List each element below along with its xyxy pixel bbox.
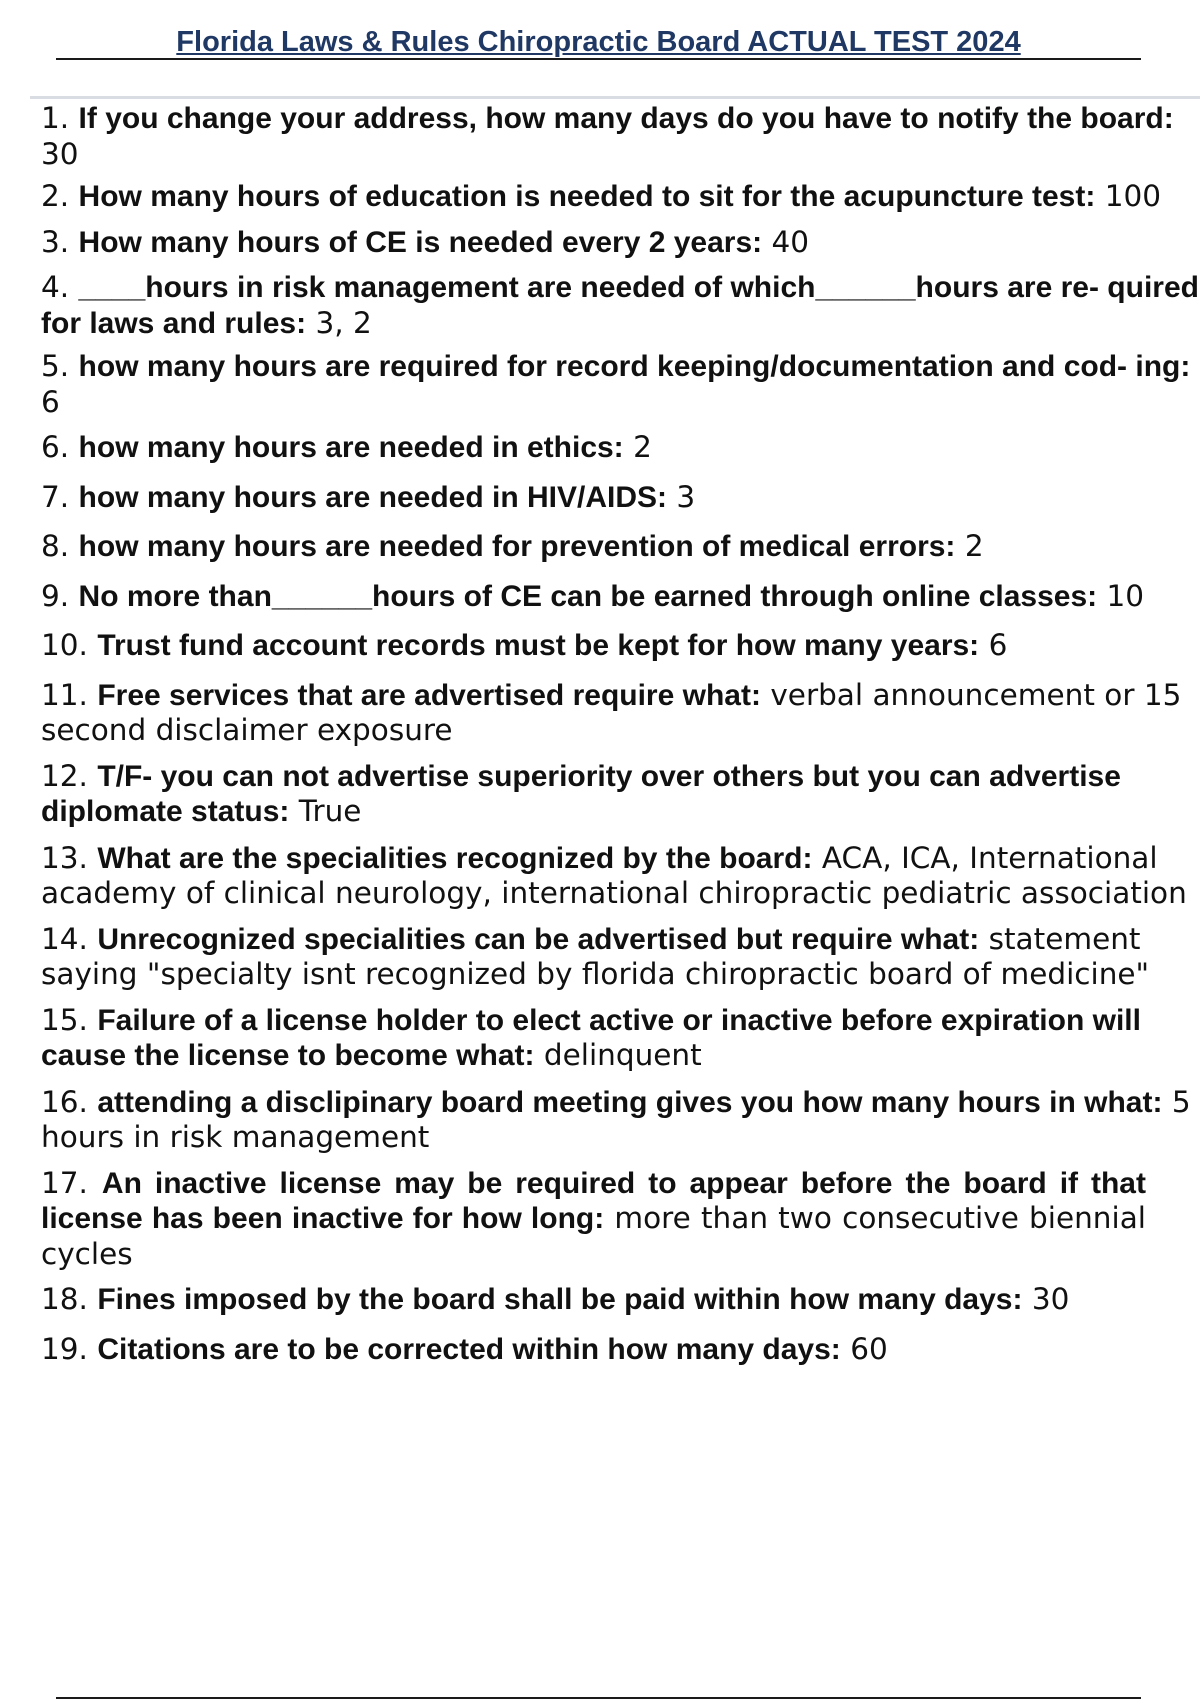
question-text: If you change your address, how many days do you have to notify the board: xyxy=(78,102,1174,135)
question-list xyxy=(41,101,1200,1367)
answer-text: 6 xyxy=(988,628,1008,662)
question-item-16 xyxy=(41,1085,1200,1155)
question-number: 5. xyxy=(41,349,70,383)
header-divider xyxy=(30,96,1200,99)
answer-text: 6 xyxy=(41,384,60,419)
question-number: 1. xyxy=(41,101,70,135)
question-number: 11. xyxy=(41,677,88,712)
answer-text: ACA, ICA, International academy of clinical neurology, international chiropractic pediatric association xyxy=(41,840,1187,910)
question-number: 2. xyxy=(41,179,70,213)
question-number: 9. xyxy=(41,578,70,613)
question-text: how many hours are required for record keeping/documentation and cod- ing: xyxy=(78,350,1191,383)
question-item-10 xyxy=(41,628,1200,664)
question-text: attending a disclipinary board meeting gives you how many hours in what: xyxy=(97,1085,1163,1119)
answer-text: 3 xyxy=(676,479,696,514)
answer-text: more than two consecutive biennial cycles xyxy=(41,1201,1146,1271)
answer-text: 3, 2 xyxy=(315,305,372,340)
question-text: Trust fund account records must be kept for how many years: xyxy=(97,629,980,662)
question-text: how many hours are needed in HIV/AIDS: xyxy=(78,480,667,514)
question-item-7 xyxy=(41,480,1200,516)
question-item-4 xyxy=(41,270,1200,341)
question-text: How many hours of CE is needed every 2 years: xyxy=(78,225,763,259)
question-number: 14. xyxy=(41,921,88,956)
answer-text: 30 xyxy=(41,136,79,171)
question-number: 12. xyxy=(41,758,88,793)
question-number: 19. xyxy=(41,1331,88,1366)
question-text: how many hours are needed for prevention of medical errors: xyxy=(78,530,956,563)
answer-text: True xyxy=(298,794,362,828)
answer-text: 60 xyxy=(850,1331,888,1366)
question-text: Free services that are advertised require what: xyxy=(97,678,761,712)
question-item-8 xyxy=(41,529,1200,565)
question-item-14 xyxy=(41,922,1200,992)
question-number: 8. xyxy=(41,529,70,563)
answer-text: 2 xyxy=(633,430,652,464)
question-number: 4. xyxy=(41,270,70,304)
question-text: How many hours of education is needed to sit for the acupuncture test: xyxy=(78,180,1096,213)
question-number: 13. xyxy=(41,840,88,875)
question-item-11 xyxy=(41,678,1200,748)
question-text: T/F- you can not advertise superiority over others but you can advertise diplomate status: xyxy=(41,759,1121,828)
question-text: how many hours are needed in ethics: xyxy=(78,431,624,464)
question-number: 16. xyxy=(41,1084,88,1119)
answer-text: 100 xyxy=(1104,179,1162,213)
question-number: 18. xyxy=(41,1282,88,1316)
question-text: No more than______hours of CE can be earned through online classes: xyxy=(78,579,1098,613)
answer-text: statement saying "specialty isnt recognized by florida chiropractic board of medicine" xyxy=(41,921,1150,991)
answer-text: delinquent xyxy=(543,1038,702,1072)
question-number: 15. xyxy=(41,1002,88,1037)
question-item-13 xyxy=(41,841,1200,911)
question-item-15 xyxy=(41,1003,1200,1074)
question-text: An inactive license may be required to appear before the board if that license has been inactive for how long: xyxy=(41,1166,1146,1235)
question-number: 10. xyxy=(41,628,88,662)
answer-text: 10 xyxy=(1106,578,1145,613)
question-number: 17. xyxy=(41,1165,88,1200)
question-item-5 xyxy=(41,349,1200,419)
question-text: Citations are to be corrected within how many days: xyxy=(97,1332,841,1366)
question-text: Fines imposed by the board shall be paid within how many days: xyxy=(97,1283,1023,1316)
question-item-3 xyxy=(41,225,1200,261)
footer-divider xyxy=(56,1697,1141,1699)
answer-text: 40 xyxy=(771,224,810,259)
question-text: ____hours in risk management are needed of which______hours are re- quired for laws and rules: xyxy=(41,271,1199,340)
question-item-17 xyxy=(41,1166,1146,1272)
answer-text: 30 xyxy=(1031,1282,1070,1316)
answer-text: 5 hours in risk management xyxy=(41,1084,1191,1154)
question-item-18 xyxy=(41,1282,1200,1318)
question-text: What are the specialities recognized by the board: xyxy=(97,841,813,875)
question-item-1 xyxy=(41,101,1200,171)
question-item-9 xyxy=(41,579,1200,615)
question-number: 6. xyxy=(41,430,70,464)
answer-text: 2 xyxy=(964,529,984,563)
question-number: 7. xyxy=(41,479,70,514)
question-item-6 xyxy=(41,430,1200,466)
answer-text: verbal announcement or 15 second disclaimer exposure xyxy=(41,677,1182,747)
question-text: Failure of a license holder to elect active or inactive before expiration will cause the license to become what: xyxy=(41,1003,1141,1072)
question-text: Unrecognized specialities can be advertised but require what: xyxy=(97,922,980,956)
question-item-2 xyxy=(41,179,1200,215)
page-header xyxy=(56,26,1141,60)
question-number: 3. xyxy=(41,224,70,259)
page-title: Florida Laws & Rules Chiropractic Board ACTUAL TEST 2024 xyxy=(176,26,1021,58)
question-item-12 xyxy=(41,759,1200,830)
question-item-19 xyxy=(41,1332,1200,1368)
